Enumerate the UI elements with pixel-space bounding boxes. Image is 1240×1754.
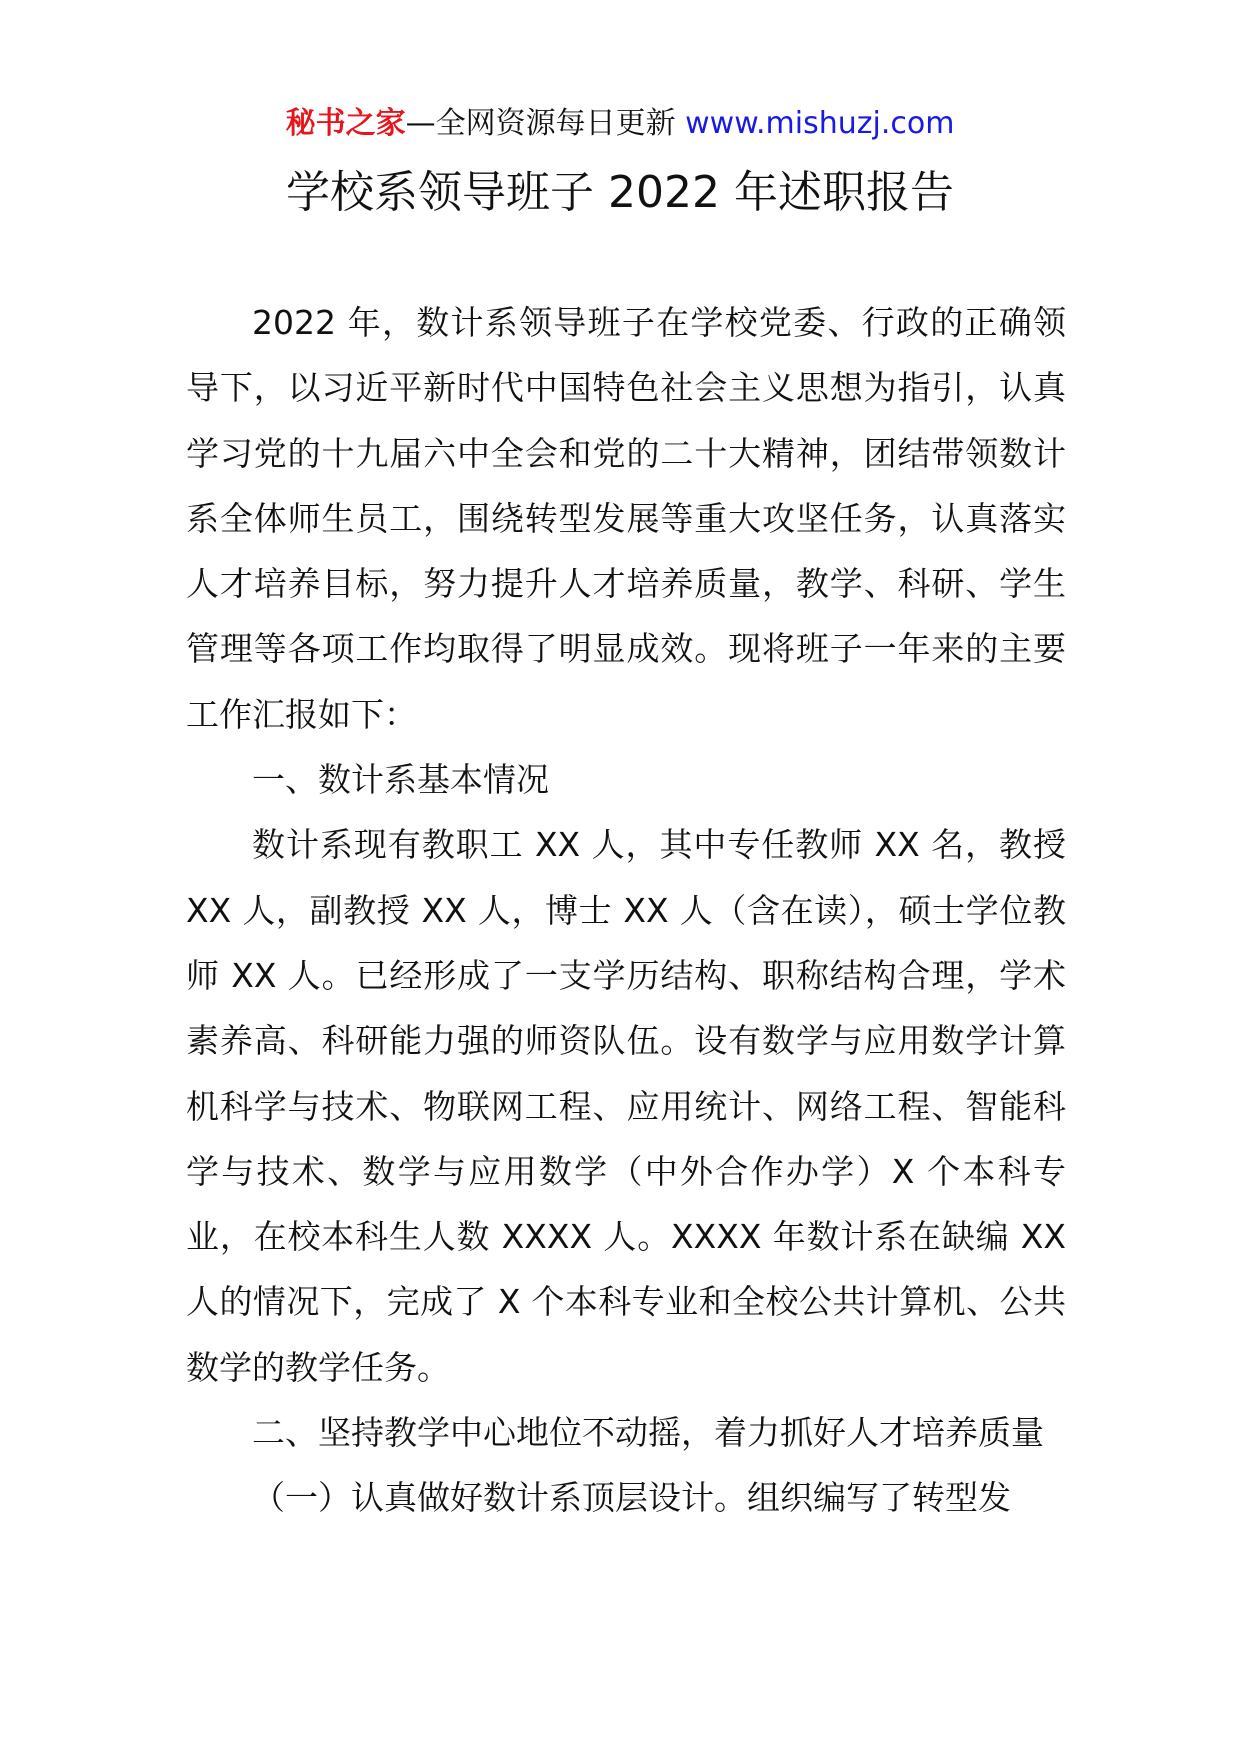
site-header	[0, 104, 1240, 144]
site-url-link[interactable]: www.mishuzj.com	[685, 106, 955, 141]
document-body	[186, 290, 1066, 1531]
header-tagline: —全网资源每日更新	[405, 106, 686, 141]
section-heading-2: 二、坚持教学中心地位不动摇，着力抓好人才培养质量	[252, 1413, 1044, 1453]
document-title: 学校系领导班子 2022 年述职报告	[286, 167, 954, 218]
paragraph-subsection-1: （一）认真做好数计系顶层设计。组织编写了转型发	[252, 1478, 1011, 1518]
paragraph-intro: 2022 年，数计系领导班子在学校党委、行政的正确领导下，以习近平新时代中国特色社会主义思想为指引，认真学习党的十九届六中全会和党的二十大精神，团结带领数计系全体师生员工，围绕转型发展等重大攻坚任务，认真落实人才培养目标，努力提升人才培养质量，教学、科研、学生管理等各项工作均取得了明显成效。现将班子一年来的主要工作汇报如下：	[186, 303, 1066, 734]
section-heading-1: 一、数计系基本情况	[252, 760, 549, 800]
paragraph-basic-info: 数计系现有教职工 XX 人，其中专任教师 XX 名，教授 XX 人，副教授 XX 人，博士 XX 人（含在读），硕士学位教师 XX 人。已经形成了一支学历结构、职称结构合理，学术素养高、科研能力强的师资队伍。设有数学与应用数学计算机科学与技术、物联网工程、应用统计、网络工程、智能科学与技术、数学与应用数学（中外合作办学）X 个本科专业，在校本科生人数 XXXX 人。XXXX 年数计系在缺编 XX 人的情况下，完成了 X 个本科专业和全校公共计算机、公共数学的教学任务。	[186, 825, 1066, 1387]
brand-name: 秘书之家	[285, 106, 406, 141]
